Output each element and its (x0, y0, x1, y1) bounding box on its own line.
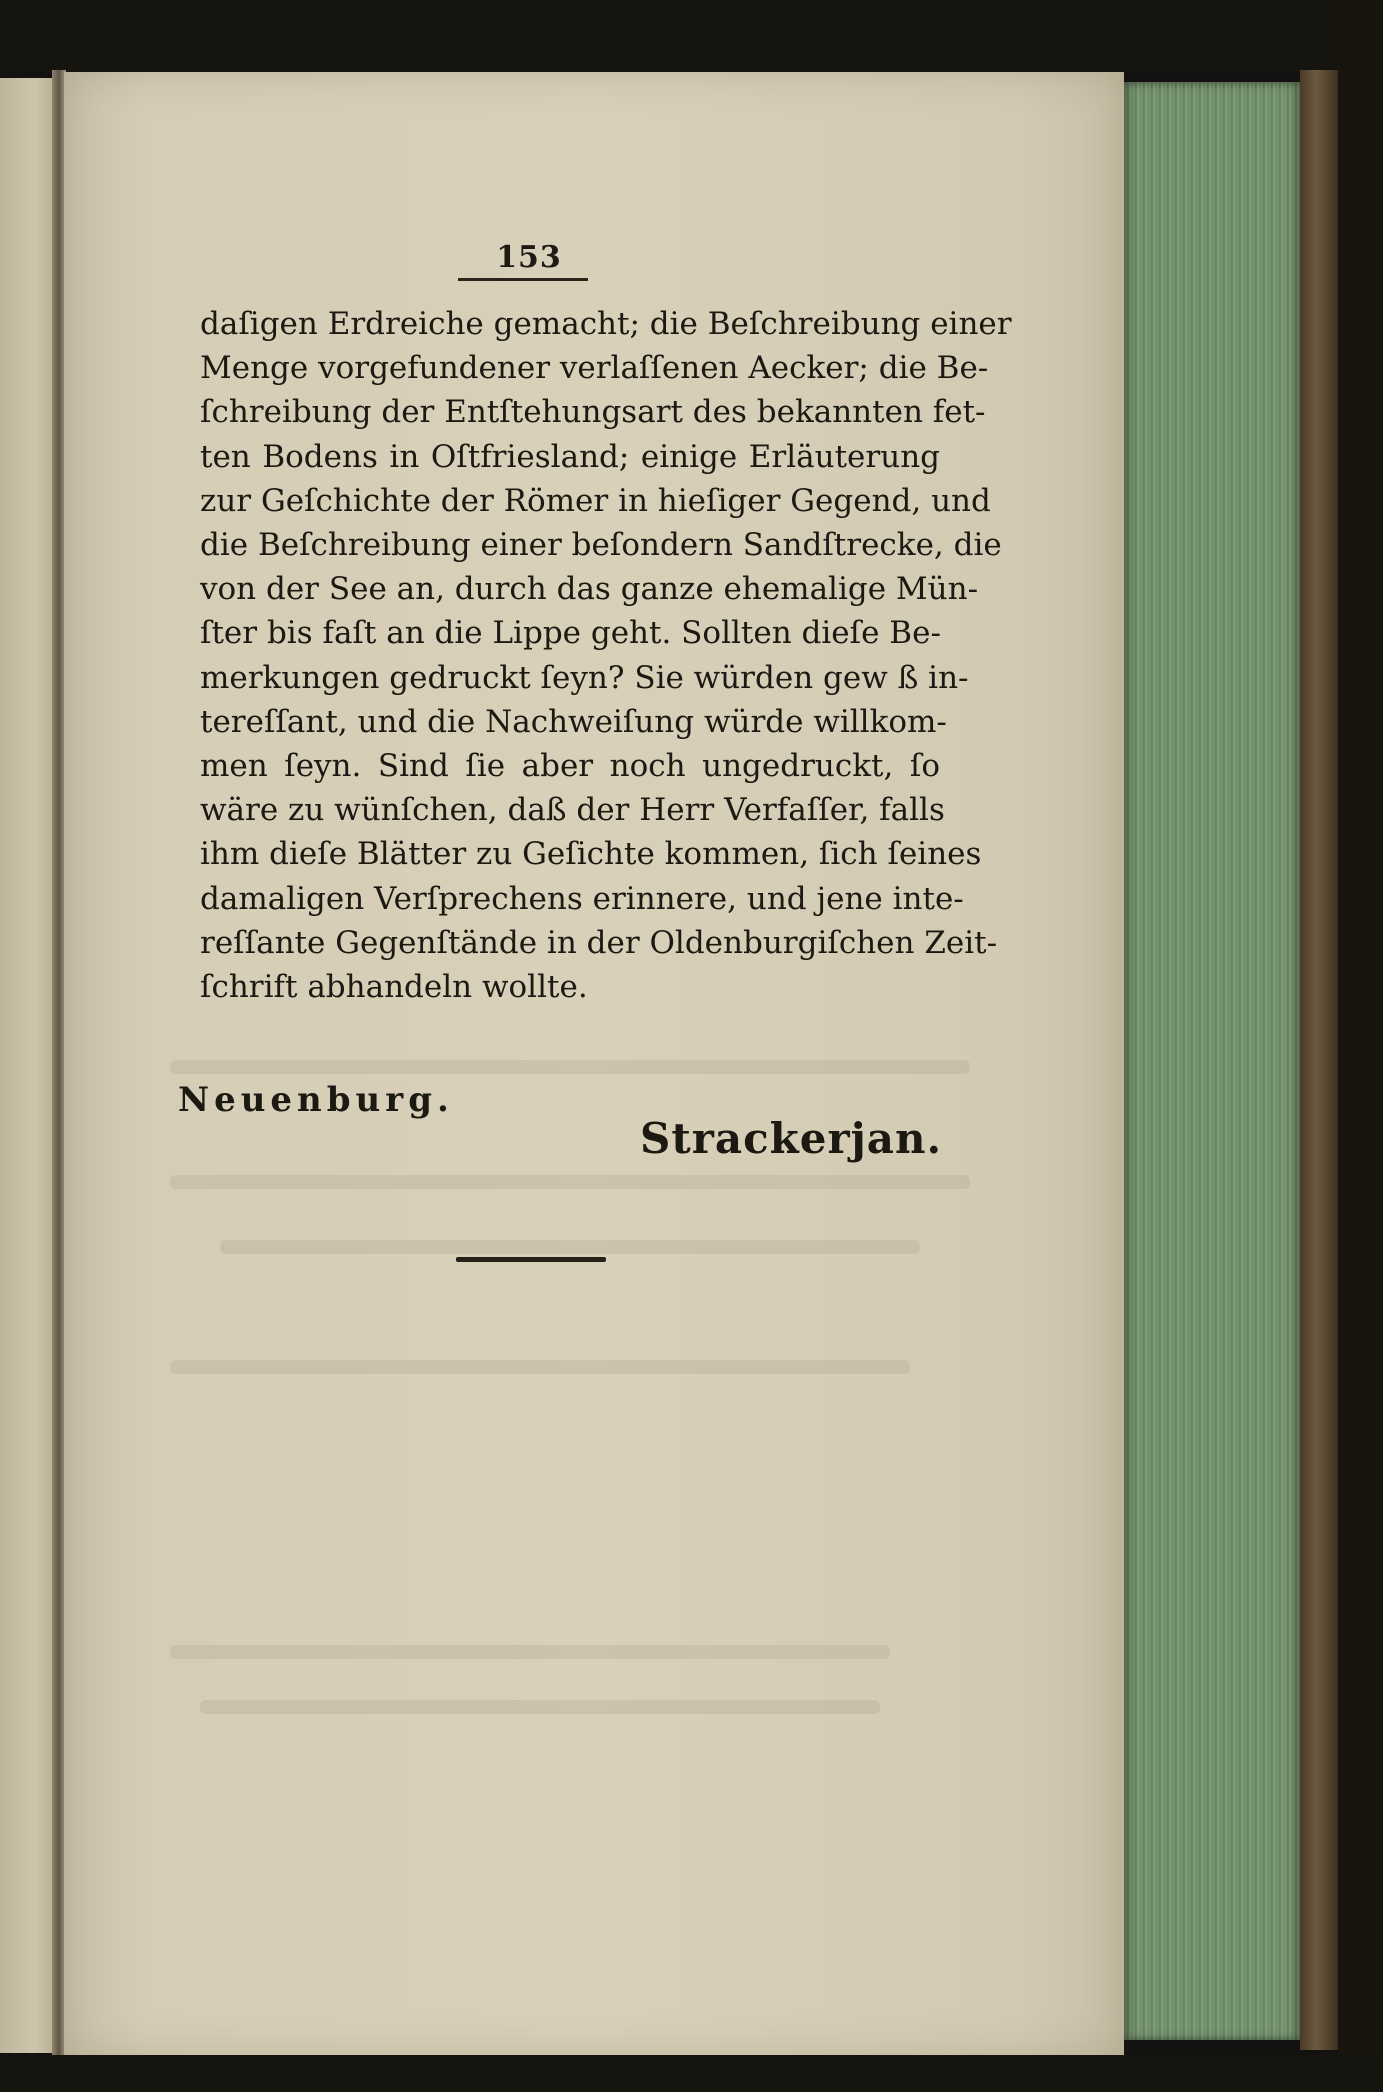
text-line: die Beſchreibung einer beſondern Sandſtrecke, die (200, 527, 1002, 564)
page-block-edges (1124, 82, 1302, 2040)
bleed-through-mark (170, 1060, 970, 1074)
scan-background-top (0, 0, 1383, 72)
text-line: ten Bodens in Oſtfriesland; einige Erläuterung (200, 438, 940, 475)
body-text (200, 302, 1012, 1009)
book-cover-edge (1300, 70, 1340, 2050)
text-line: zur Geſchichte der Römer in hieſiger Gegend, und (200, 482, 991, 519)
facing-page-edge (0, 78, 58, 2053)
closing-rule (456, 1257, 606, 1262)
bleed-through-mark (220, 1240, 920, 1254)
bleed-through-mark (170, 1175, 970, 1189)
text-line: merkungen gedruckt ſeyn? Sie würden gew ß in- (200, 659, 969, 696)
bleed-through-mark (170, 1360, 910, 1374)
text-line: wäre zu wünſchen, daß der Herr Verfaſſer, falls (200, 792, 945, 829)
page-number: 153 (496, 240, 562, 275)
text-line: reſſante Gegenſtände in der Oldenburgiſchen Zeit- (200, 924, 998, 961)
page-number-underline (458, 278, 588, 281)
place-signature: Neuenburg. (178, 1080, 454, 1120)
text-line: von der See an, durch das ganze ehemalige Mün- (200, 571, 979, 608)
author-signature: Strackerjan. (640, 1114, 943, 1163)
text-line: men ſeyn. Sind ſie aber noch ungedruckt, ſo (200, 748, 940, 785)
text-line: ſchrift abhandeln wollte. (200, 969, 588, 1006)
text-line: ſchreibung der Entſtehungsart des bekannten fet- (200, 394, 986, 431)
text-line: daſigen Erdreiche gemacht; die Beſchreibung einer (200, 306, 1012, 342)
text-line: damaligen Verſprechens erinnere, und jene inte- (200, 880, 964, 917)
text-line: ſter bis faſt an die Lippe geht. Sollten dieſe Be- (200, 615, 941, 652)
text-line: Menge vorgefundener verlaſſenen Aecker; die Be- (200, 350, 989, 387)
text-line: ihm dieſe Blätter zu Geſichte kommen, ſich ſeines (200, 836, 982, 873)
bleed-through-mark (170, 1645, 890, 1659)
scan-background-bottom (0, 2055, 1383, 2092)
bleed-through-mark (200, 1700, 880, 1714)
text-line: tereſſant, und die Nachweiſung würde willkom- (200, 703, 947, 740)
scan-background-right (1338, 0, 1383, 2092)
